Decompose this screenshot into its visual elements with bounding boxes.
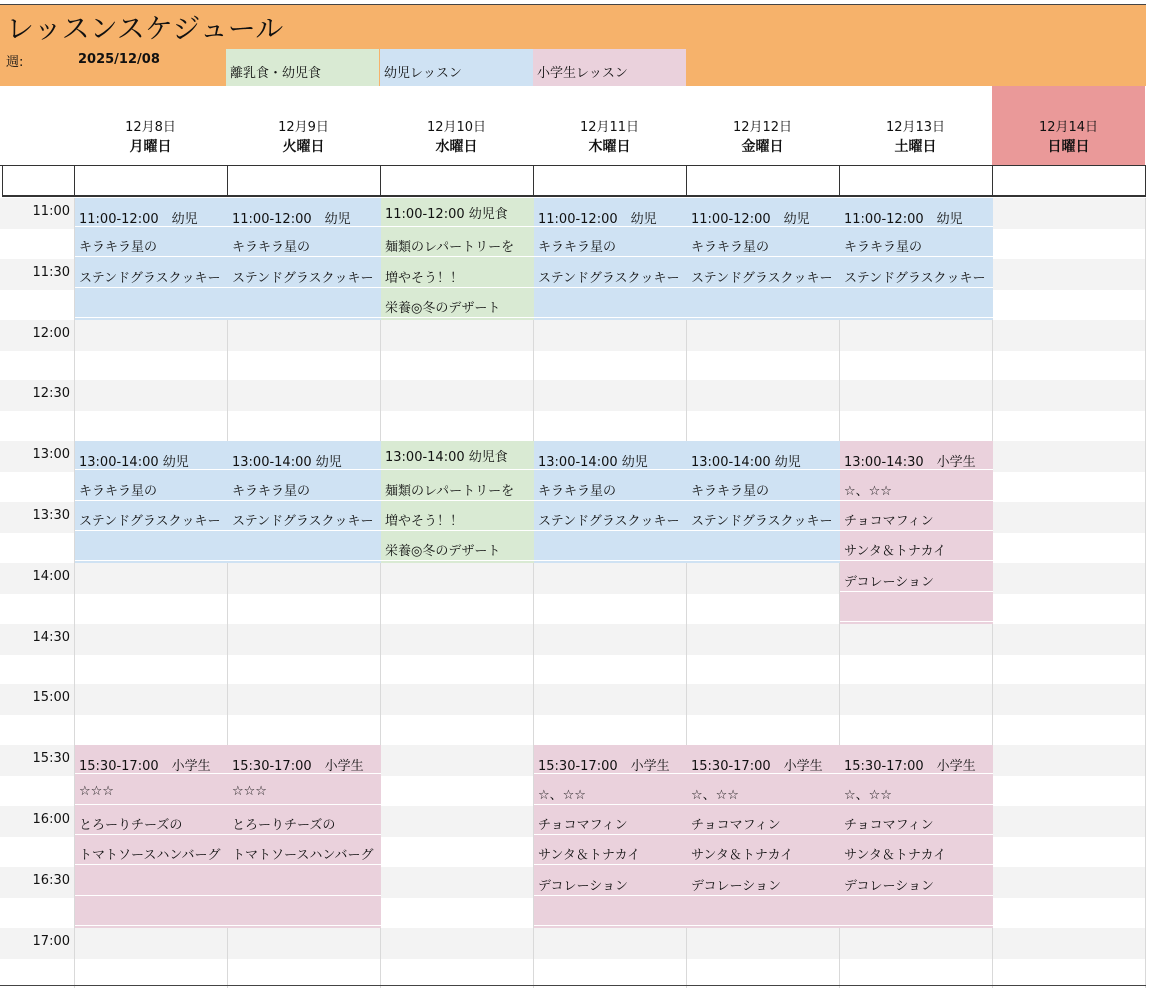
- day-name: 金曜日: [741, 139, 784, 155]
- lesson-detail-line: 麺類のレパートリーを: [381, 228, 534, 257]
- lesson-block[interactable]: [840, 198, 993, 320]
- lesson-detail-line: ステンドグラスクッキー: [75, 502, 228, 531]
- lesson-time-label: 15:30-17:00 小学生: [228, 745, 381, 774]
- legend-elementary-lesson: 小学生レッスン: [533, 49, 686, 91]
- lesson-detail-line: ステンドグラスクッキー: [534, 259, 687, 288]
- lesson-detail-line: キラキラ星の: [228, 228, 381, 257]
- time-label: 11:30: [32, 264, 70, 280]
- day-date: 12月14日: [1038, 120, 1099, 135]
- lesson-detail-line: トマトソースハンバーグ: [75, 836, 228, 865]
- lesson-detail-line: デコレーション: [534, 867, 687, 896]
- lesson-detail-line: とろーりチーズの: [75, 806, 228, 835]
- lesson-detail-line: キラキラ星の: [840, 228, 993, 257]
- lesson-detail-line: 栄養◎冬のデザート: [381, 532, 534, 561]
- lesson-block[interactable]: [687, 441, 840, 563]
- time-row-band: [0, 624, 1146, 655]
- lesson-time-label: 15:30-17:00 小学生: [840, 745, 993, 774]
- lesson-block[interactable]: [534, 198, 687, 320]
- lesson-detail-line: キラキラ星の: [534, 228, 687, 257]
- lesson-detail-line: ステンドグラスクッキー: [228, 259, 381, 288]
- lesson-block[interactable]: [75, 198, 228, 320]
- time-row-band: [0, 320, 1146, 351]
- lesson-detail-line: [75, 897, 228, 926]
- lesson-block[interactable]: [840, 441, 993, 623]
- week-value[interactable]: 2025/12/08: [78, 52, 160, 67]
- lesson-detail-line: [534, 897, 687, 926]
- day-name: 土曜日: [894, 139, 937, 155]
- time-label: 12:00: [32, 325, 70, 341]
- lesson-detail-line: [228, 897, 381, 926]
- lesson-time-label: 11:00-12:00 幼児: [228, 198, 381, 227]
- lesson-detail-line: [840, 593, 993, 622]
- lesson-time-label: 13:00-14:00 幼児食: [381, 441, 534, 470]
- lesson-detail-line: サンタ＆トナカイ: [840, 836, 993, 865]
- time-label: 12:30: [32, 386, 70, 402]
- lesson-time-label: 11:00-12:00 幼児: [75, 198, 228, 227]
- lesson-detail-line: キラキラ星の: [534, 472, 687, 501]
- day-date: 12月8日: [125, 120, 176, 135]
- lesson-detail-line: サンタ＆トナカイ: [534, 836, 687, 865]
- lesson-detail-line: 麺類のレパートリーを: [381, 472, 534, 501]
- lesson-time-label: 13:00-14:00 幼児: [687, 441, 840, 470]
- day-date: 12月13日: [885, 120, 946, 135]
- day-date: 12月12日: [732, 120, 793, 135]
- lesson-detail-line: キラキラ星の: [687, 228, 840, 257]
- lesson-detail-line: キラキラ星の: [687, 472, 840, 501]
- lesson-time-label: 11:00-12:00 幼児: [840, 198, 993, 227]
- lesson-time-label: 11:00-12:00 幼児: [534, 198, 687, 227]
- lesson-detail-line: ステンドグラスクッキー: [228, 502, 381, 531]
- lesson-detail-line: 増やそう！！: [381, 259, 534, 288]
- time-label: 11:00: [32, 204, 70, 219]
- lesson-block[interactable]: [687, 198, 840, 320]
- day-date: 12月10日: [426, 120, 487, 135]
- lesson-time-label: 11:00-12:00 幼児: [687, 198, 840, 227]
- lesson-detail-line: ステンドグラスクッキー: [534, 502, 687, 531]
- time-label: 15:00: [32, 690, 70, 706]
- time-label: 16:00: [32, 812, 70, 827]
- lesson-detail-line: ステンドグラスクッキー: [75, 259, 228, 288]
- lesson-time-label: 15:30-17:00 小学生: [534, 745, 687, 774]
- time-label: 15:30: [32, 751, 70, 767]
- lesson-detail-line: チョコマフィン: [840, 806, 993, 835]
- lesson-time-label: 11:00-12:00 幼児食: [381, 198, 534, 227]
- lesson-detail-line: [75, 289, 228, 318]
- day-name: 水曜日: [435, 139, 478, 155]
- time-label: 16:30: [32, 872, 70, 888]
- time-label: 14:30: [32, 629, 70, 645]
- lesson-detail-line: チョコマフィン: [534, 806, 687, 835]
- lesson-block[interactable]: [381, 198, 534, 320]
- time-row-band: [0, 928, 1146, 959]
- lesson-detail-line: デコレーション: [687, 867, 840, 896]
- lesson-block[interactable]: [228, 745, 381, 927]
- lesson-detail-line: [840, 289, 993, 318]
- lesson-detail-line: [75, 867, 228, 896]
- time-label: 13:30: [32, 508, 70, 523]
- lesson-block[interactable]: [534, 745, 687, 927]
- time-label: 14:00: [32, 568, 70, 584]
- lesson-detail-line: [75, 532, 228, 561]
- day-name: 木曜日: [588, 139, 631, 155]
- lesson-detail-line: [228, 532, 381, 561]
- lesson-detail-line: ☆、☆☆: [840, 472, 993, 501]
- lesson-block[interactable]: [75, 441, 228, 563]
- lesson-detail-line: キラキラ星の: [228, 472, 381, 501]
- lesson-block[interactable]: [687, 745, 840, 927]
- legend-weaning-food: 離乳食・幼児食: [226, 49, 379, 91]
- time-row-band: [0, 684, 1146, 715]
- lesson-time-label: 13:00-14:00 幼児: [228, 441, 381, 470]
- time-row-band: [0, 380, 1146, 411]
- lesson-detail-line: [687, 897, 840, 926]
- day-date: 12月9日: [278, 120, 329, 135]
- lesson-detail-line: サンタ＆トナカイ: [840, 532, 993, 561]
- lesson-detail-line: キラキラ星の: [75, 228, 228, 257]
- lesson-block[interactable]: [381, 441, 534, 563]
- lesson-block[interactable]: [840, 745, 993, 927]
- grid-bottom-border: [0, 985, 1146, 986]
- lesson-detail-line: 増やそう！！: [381, 502, 534, 531]
- legend-toddler-lesson: 幼児レッスン: [380, 49, 533, 91]
- lesson-time-label: 13:00-14:00 幼児: [75, 441, 228, 470]
- lesson-detail-line: ☆、☆☆: [534, 776, 687, 805]
- lesson-detail-line: キラキラ星の: [75, 472, 228, 501]
- lesson-block[interactable]: [75, 745, 228, 927]
- day-name: 月曜日: [129, 139, 172, 155]
- lesson-detail-line: デコレーション: [840, 867, 993, 896]
- lesson-detail-line: チョコマフィン: [687, 806, 840, 835]
- lesson-block[interactable]: [228, 441, 381, 563]
- day-name: 火曜日: [282, 139, 325, 155]
- lesson-detail-line: [228, 867, 381, 896]
- day-date: 12月11日: [579, 120, 640, 135]
- lesson-detail-line: チョコマフィン: [840, 502, 993, 531]
- lesson-time-label: 13:00-14:30 小学生: [840, 441, 993, 470]
- lesson-detail-line: デコレーション: [840, 563, 993, 592]
- lesson-detail-line: ステンドグラスクッキー: [840, 259, 993, 288]
- lesson-detail-line: [840, 897, 993, 926]
- page-title: レッスンスケジュール: [6, 12, 284, 45]
- time-label: 17:00: [32, 933, 70, 949]
- lesson-detail-line: ☆☆☆: [228, 776, 381, 805]
- lesson-time-label: 15:30-17:00 小学生: [75, 745, 228, 774]
- day-name: 日曜日: [1047, 139, 1090, 155]
- lesson-block[interactable]: [228, 198, 381, 320]
- lesson-detail-line: ☆、☆☆: [687, 776, 840, 805]
- lesson-detail-line: [228, 289, 381, 318]
- week-label: 週:: [6, 55, 24, 70]
- lesson-detail-line: [687, 289, 840, 318]
- lesson-detail-line: ステンドグラスクッキー: [687, 259, 840, 288]
- grid-column-line: [1145, 198, 1146, 988]
- lesson-detail-line: ☆☆☆: [75, 776, 228, 805]
- time-label: 13:00: [32, 447, 70, 463]
- lesson-detail-line: [534, 532, 687, 561]
- lesson-detail-line: とろーりチーズの: [228, 806, 381, 835]
- lesson-detail-line: トマトソースハンバーグ: [228, 836, 381, 865]
- lesson-time-label: 15:30-17:00 小学生: [687, 745, 840, 774]
- lesson-time-label: 13:00-14:00 幼児: [534, 441, 687, 470]
- lesson-detail-line: ☆、☆☆: [840, 776, 993, 805]
- lesson-detail-line: サンタ＆トナカイ: [687, 836, 840, 865]
- lesson-detail-line: [534, 289, 687, 318]
- lesson-detail-line: ステンドグラスクッキー: [687, 502, 840, 531]
- lesson-detail-line: 栄養◎冬のデザート: [381, 289, 534, 318]
- lesson-block[interactable]: [534, 441, 687, 563]
- lesson-detail-line: [687, 532, 840, 561]
